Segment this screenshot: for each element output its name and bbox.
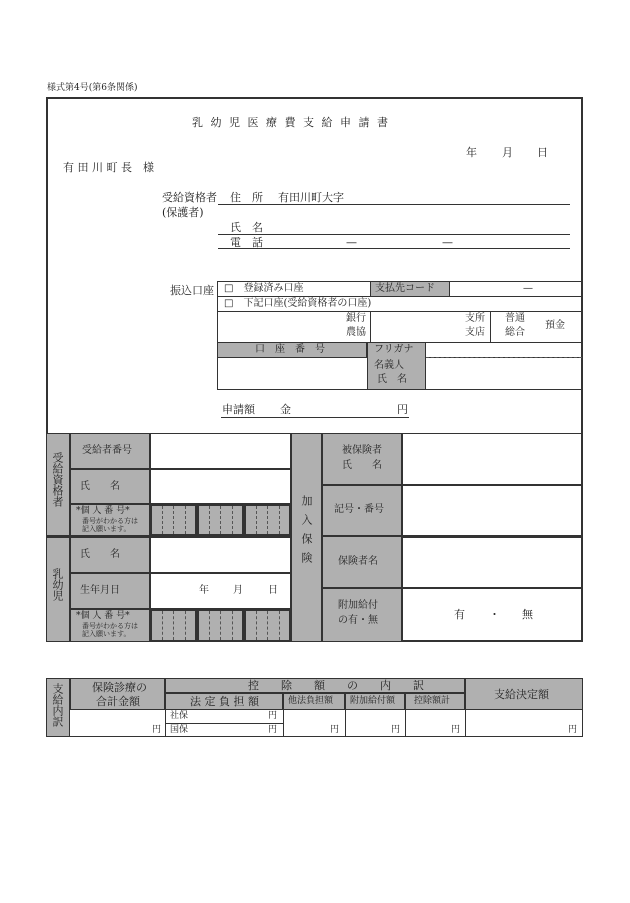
recipient-name-input[interactable]	[150, 469, 291, 504]
form-number-label: 様式第4号(第6条関係)	[47, 83, 138, 93]
recipient-side-label: 受給資格者	[51, 452, 64, 507]
recipient-number-input[interactable]	[150, 433, 291, 469]
bank-section-label: 振込口座	[170, 284, 214, 297]
applicant-name-label: 氏 名	[230, 221, 263, 234]
option-no[interactable]: 無	[522, 608, 533, 621]
recipient-name-label: 氏 名	[80, 481, 120, 492]
insured-label-1: 被保険者	[342, 445, 382, 456]
branch-label: 支店	[465, 327, 485, 338]
national-insurance-yen: 円	[268, 725, 278, 735]
date-day-label: 日	[537, 146, 548, 159]
birth-month-label: 月	[233, 585, 243, 596]
applicant-sub-label: (保護者)	[162, 206, 204, 219]
agri-coop-label: 農協	[346, 327, 366, 338]
insurer-name-label: 保険者名	[338, 556, 378, 567]
national-insurance-label: 国保	[170, 725, 189, 735]
address-value[interactable]: 有田川町大字	[278, 191, 344, 204]
amount-label: 申請額	[222, 403, 255, 416]
total-label-2: 合計金額	[96, 695, 140, 708]
birth-date-label: 生年月日	[80, 585, 120, 596]
branch-office-label: 支所	[465, 313, 485, 324]
infant-side-label: 乳幼児	[51, 568, 64, 601]
date-month-label: 月	[502, 146, 513, 159]
additional-benefit-label-1: 附加給付	[338, 600, 378, 611]
symbol-number-label: 記号・番号	[334, 504, 384, 515]
additional-amount-yen: 円	[391, 725, 401, 735]
infant-name-input[interactable]	[150, 536, 291, 573]
recipient-id-note-2: 記入願います。	[82, 525, 131, 533]
option-yes[interactable]: 有	[454, 608, 465, 621]
infant-id-note-1: 番号がわかる方は	[82, 622, 138, 630]
infant-id-note-2: 記入願います。	[82, 630, 131, 638]
amount-yen: 円	[397, 403, 408, 416]
total-label-1: 保険診療の	[92, 681, 147, 694]
additional-benefit-label-2: の有・無	[338, 615, 378, 626]
phone-sep-1: —	[346, 236, 357, 249]
holder-label-2: 氏 名	[377, 374, 407, 385]
payee-code-separator: —	[523, 283, 533, 294]
addressee: 有 田 川 町 長 様	[63, 161, 154, 174]
furigana-label: フリガナ	[374, 344, 414, 355]
insurance-side-label: 加入保険	[300, 495, 313, 571]
decision-amount-yen: 円	[568, 725, 578, 735]
other-law-yen: 円	[330, 725, 340, 735]
holder-label-1: 名義人	[374, 360, 404, 371]
address-label: 住 所	[230, 191, 263, 204]
payee-code-label: 支払先コード	[375, 283, 435, 294]
birth-year-label: 年	[199, 585, 209, 596]
recipient-id-note-1: 番号がわかる方は	[82, 517, 138, 525]
option-below-account[interactable]: □ 下記口座(受給資格者の口座)	[224, 298, 372, 309]
infant-name-label: 氏 名	[80, 549, 120, 560]
account-number-label: 口 座 番 号	[255, 344, 325, 355]
birth-day-label: 日	[268, 585, 278, 596]
deduction-total-yen: 円	[451, 725, 461, 735]
recipient-id-label: *個 人 番 号*	[76, 506, 130, 516]
legal-burden-label: 法 定 負 担 額	[190, 695, 259, 708]
ordinary-label: 普通	[505, 313, 525, 324]
social-insurance-label: 社保	[170, 711, 189, 721]
bank-label: 銀行	[346, 313, 366, 324]
deduction-total-label: 控除額計	[414, 696, 451, 706]
form-title: 乳 幼 児 医 療 費 支 給 申 請 書	[192, 116, 390, 129]
option-registered-account[interactable]: □ 登録済み口座	[224, 283, 304, 294]
insured-name-input[interactable]	[402, 433, 583, 485]
social-insurance-yen: 円	[268, 711, 278, 721]
decision-amount-label: 支給決定額	[494, 688, 549, 701]
additional-amount-label: 附加給付額	[350, 696, 396, 706]
infant-id-label: *個 人 番 号*	[76, 611, 130, 621]
other-law-label: 他法負担額	[288, 696, 334, 706]
insurer-name-input[interactable]	[402, 536, 583, 588]
phone-sep-2: —	[442, 236, 453, 249]
total-yen: 円	[152, 725, 162, 735]
deduction-header: 控 除 額 の 内 訳	[248, 679, 424, 692]
recipient-number-label: 受給者番号	[82, 445, 132, 456]
date-year-label: 年	[466, 146, 477, 159]
deposit-label: 預金	[545, 320, 565, 331]
insured-label-2: 氏 名	[342, 460, 382, 471]
general-label: 総合	[505, 327, 525, 338]
option-separator: ・	[489, 608, 500, 621]
amount-unit-label: 金	[280, 403, 291, 416]
symbol-number-input[interactable]	[402, 485, 583, 536]
phone-label: 電 話	[230, 236, 263, 249]
applicant-label: 受給資格者	[162, 191, 217, 204]
breakdown-side-label: 支給内訳	[51, 683, 64, 727]
